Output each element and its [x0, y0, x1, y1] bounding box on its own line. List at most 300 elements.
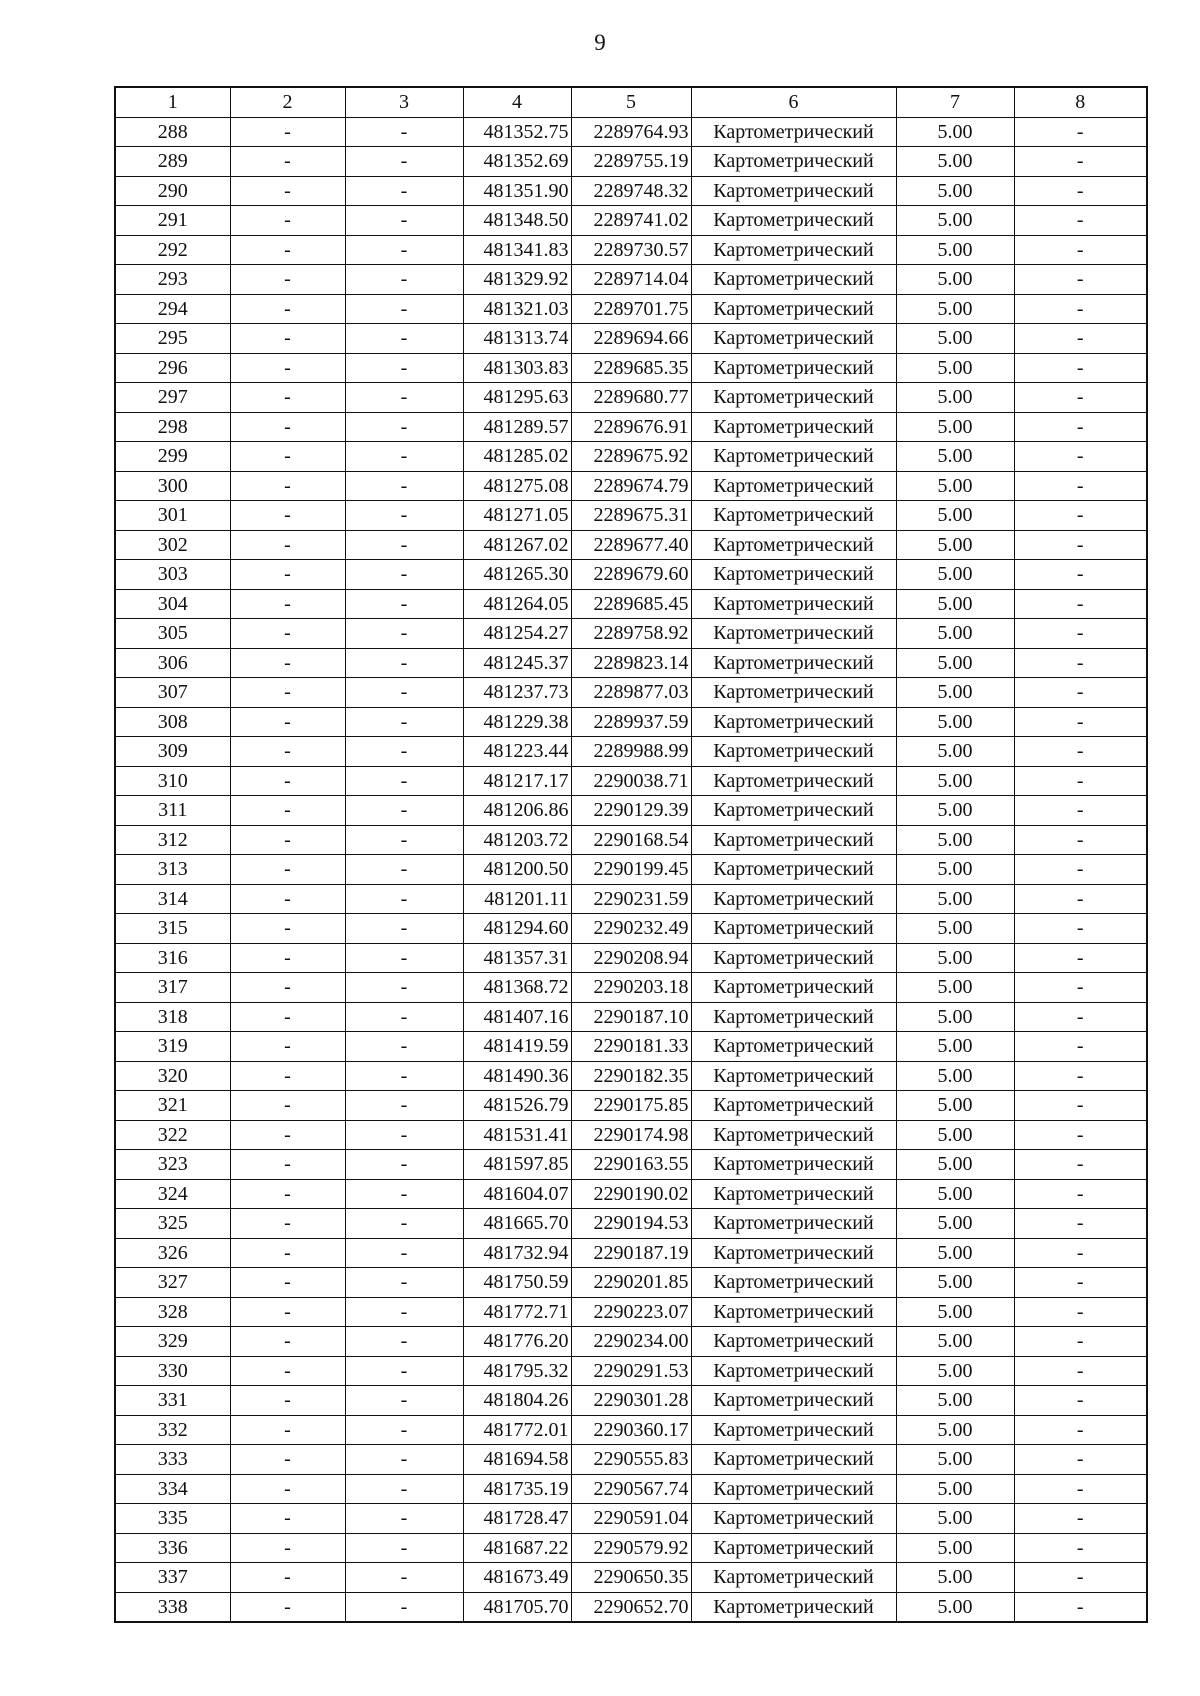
col8-cell: - — [1014, 589, 1147, 619]
col3-cell: - — [345, 678, 463, 708]
accuracy-cell: 5.00 — [896, 1120, 1014, 1150]
point-number-cell: 323 — [115, 1150, 230, 1180]
point-number-cell: 311 — [115, 796, 230, 826]
col2-cell: - — [230, 1415, 345, 1445]
table-row — [115, 678, 1147, 708]
method-cell: Картометрический — [691, 914, 896, 944]
table-row — [115, 1032, 1147, 1062]
col8-cell: - — [1014, 501, 1147, 531]
col8-cell: - — [1014, 1209, 1147, 1239]
col8-cell: - — [1014, 648, 1147, 678]
table-row — [115, 294, 1147, 324]
y-coordinate-cell: 2290652.70 — [571, 1592, 691, 1622]
accuracy-cell: 5.00 — [896, 1238, 1014, 1268]
col2-cell: - — [230, 560, 345, 590]
col3-cell: - — [345, 648, 463, 678]
y-coordinate-cell: 2290194.53 — [571, 1209, 691, 1239]
method-cell: Картометрический — [691, 1268, 896, 1298]
method-cell: Картометрический — [691, 471, 896, 501]
method-cell: Картометрический — [691, 265, 896, 295]
point-number-cell: 300 — [115, 471, 230, 501]
page-number: 9 — [594, 30, 606, 55]
y-coordinate-cell: 2290175.85 — [571, 1091, 691, 1121]
y-coordinate-cell: 2289823.14 — [571, 648, 691, 678]
col8-cell: - — [1014, 412, 1147, 442]
col8-cell: - — [1014, 442, 1147, 472]
col8-cell: - — [1014, 1563, 1147, 1593]
col3-cell: - — [345, 147, 463, 177]
col2-cell: - — [230, 1386, 345, 1416]
column-header: 4 — [463, 87, 571, 117]
x-coordinate-cell: 481271.05 — [463, 501, 571, 531]
point-number-cell: 292 — [115, 235, 230, 265]
col2-cell: - — [230, 1474, 345, 1504]
table-row — [115, 707, 1147, 737]
table-row — [115, 176, 1147, 206]
col8-cell: - — [1014, 530, 1147, 560]
col3-cell: - — [345, 589, 463, 619]
col2-cell: - — [230, 1238, 345, 1268]
x-coordinate-cell: 481265.30 — [463, 560, 571, 590]
col3-cell: - — [345, 1179, 463, 1209]
y-coordinate-cell: 2290187.10 — [571, 1002, 691, 1032]
accuracy-cell: 5.00 — [896, 1445, 1014, 1475]
col3-cell: - — [345, 737, 463, 767]
table-row — [115, 973, 1147, 1003]
x-coordinate-cell: 481329.92 — [463, 265, 571, 295]
col2-cell: - — [230, 324, 345, 354]
x-coordinate-cell: 481294.60 — [463, 914, 571, 944]
table-row — [115, 1150, 1147, 1180]
table-row — [115, 914, 1147, 944]
x-coordinate-cell: 481368.72 — [463, 973, 571, 1003]
table-row — [115, 1209, 1147, 1239]
col8-cell: - — [1014, 560, 1147, 590]
method-cell: Картометрический — [691, 619, 896, 649]
method-cell: Картометрический — [691, 1150, 896, 1180]
point-number-cell: 317 — [115, 973, 230, 1003]
col3-cell: - — [345, 1002, 463, 1032]
table-row — [115, 235, 1147, 265]
col3-cell: - — [345, 1091, 463, 1121]
y-coordinate-cell: 2290360.17 — [571, 1415, 691, 1445]
table-row — [115, 855, 1147, 885]
col8-cell: - — [1014, 914, 1147, 944]
y-coordinate-cell: 2289674.79 — [571, 471, 691, 501]
x-coordinate-cell: 481531.41 — [463, 1120, 571, 1150]
table-row — [115, 1563, 1147, 1593]
col2-cell: - — [230, 442, 345, 472]
table-row — [115, 501, 1147, 531]
x-coordinate-cell: 481419.59 — [463, 1032, 571, 1062]
col3-cell: - — [345, 1327, 463, 1357]
col3-cell: - — [345, 1209, 463, 1239]
accuracy-cell: 5.00 — [896, 1504, 1014, 1534]
point-number-cell: 326 — [115, 1238, 230, 1268]
col3-cell: - — [345, 265, 463, 295]
method-cell: Картометрический — [691, 1445, 896, 1475]
y-coordinate-cell: 2289675.92 — [571, 442, 691, 472]
col2-cell: - — [230, 1327, 345, 1357]
y-coordinate-cell: 2289755.19 — [571, 147, 691, 177]
y-coordinate-cell: 2289701.75 — [571, 294, 691, 324]
x-coordinate-cell: 481694.58 — [463, 1445, 571, 1475]
accuracy-cell: 5.00 — [896, 1327, 1014, 1357]
point-number-cell: 322 — [115, 1120, 230, 1150]
y-coordinate-cell: 2289764.93 — [571, 117, 691, 147]
accuracy-cell: 5.00 — [896, 206, 1014, 236]
col2-cell: - — [230, 1504, 345, 1534]
x-coordinate-cell: 481203.72 — [463, 825, 571, 855]
y-coordinate-cell: 2289679.60 — [571, 560, 691, 590]
table-row — [115, 560, 1147, 590]
x-coordinate-cell: 481321.03 — [463, 294, 571, 324]
x-coordinate-cell: 481728.47 — [463, 1504, 571, 1534]
table-row — [115, 1533, 1147, 1563]
col2-cell: - — [230, 353, 345, 383]
table-row — [115, 265, 1147, 295]
table-row — [115, 1091, 1147, 1121]
col3-cell: - — [345, 176, 463, 206]
accuracy-cell: 5.00 — [896, 1592, 1014, 1622]
col8-cell: - — [1014, 324, 1147, 354]
accuracy-cell: 5.00 — [896, 884, 1014, 914]
col3-cell: - — [345, 412, 463, 442]
col8-cell: - — [1014, 206, 1147, 236]
point-number-cell: 293 — [115, 265, 230, 295]
col8-cell: - — [1014, 1533, 1147, 1563]
col8-cell: - — [1014, 1415, 1147, 1445]
method-cell: Картометрический — [691, 147, 896, 177]
col2-cell: - — [230, 1563, 345, 1593]
accuracy-cell: 5.00 — [896, 1415, 1014, 1445]
col8-cell: - — [1014, 176, 1147, 206]
x-coordinate-cell: 481245.37 — [463, 648, 571, 678]
col8-cell: - — [1014, 1327, 1147, 1357]
table-row — [115, 412, 1147, 442]
col2-cell: - — [230, 412, 345, 442]
x-coordinate-cell: 481348.50 — [463, 206, 571, 236]
method-cell: Картометрический — [691, 1504, 896, 1534]
point-number-cell: 307 — [115, 678, 230, 708]
col2-cell: - — [230, 914, 345, 944]
x-coordinate-cell: 481351.90 — [463, 176, 571, 206]
point-number-cell: 309 — [115, 737, 230, 767]
x-coordinate-cell: 481352.75 — [463, 117, 571, 147]
accuracy-cell: 5.00 — [896, 855, 1014, 885]
x-coordinate-cell: 481804.26 — [463, 1386, 571, 1416]
method-cell: Картометрический — [691, 324, 896, 354]
col3-cell: - — [345, 973, 463, 1003]
method-cell: Картометрический — [691, 501, 896, 531]
x-coordinate-cell: 481795.32 — [463, 1356, 571, 1386]
table-row — [115, 471, 1147, 501]
y-coordinate-cell: 2289694.66 — [571, 324, 691, 354]
method-cell: Картометрический — [691, 206, 896, 236]
col2-cell: - — [230, 1592, 345, 1622]
y-coordinate-cell: 2290182.35 — [571, 1061, 691, 1091]
col8-cell: - — [1014, 1474, 1147, 1504]
point-number-cell: 319 — [115, 1032, 230, 1062]
col3-cell: - — [345, 1061, 463, 1091]
accuracy-cell: 5.00 — [896, 176, 1014, 206]
column-header: 3 — [345, 87, 463, 117]
x-coordinate-cell: 481772.01 — [463, 1415, 571, 1445]
col3-cell: - — [345, 1415, 463, 1445]
col2-cell: - — [230, 1445, 345, 1475]
col2-cell: - — [230, 1356, 345, 1386]
table-row — [115, 1061, 1147, 1091]
method-cell: Картометрический — [691, 855, 896, 885]
col3-cell: - — [345, 294, 463, 324]
table-row — [115, 383, 1147, 413]
col3-cell: - — [345, 324, 463, 354]
x-coordinate-cell: 481352.69 — [463, 147, 571, 177]
point-number-cell: 308 — [115, 707, 230, 737]
y-coordinate-cell: 2290201.85 — [571, 1268, 691, 1298]
accuracy-cell: 5.00 — [896, 1386, 1014, 1416]
method-cell: Картометрический — [691, 943, 896, 973]
table-row — [115, 1504, 1147, 1534]
accuracy-cell: 5.00 — [896, 530, 1014, 560]
x-coordinate-cell: 481705.70 — [463, 1592, 571, 1622]
x-coordinate-cell: 481303.83 — [463, 353, 571, 383]
x-coordinate-cell: 481357.31 — [463, 943, 571, 973]
point-number-cell: 333 — [115, 1445, 230, 1475]
col2-cell: - — [230, 1179, 345, 1209]
column-header: 1 — [115, 87, 230, 117]
col2-cell: - — [230, 1120, 345, 1150]
col2-cell: - — [230, 1268, 345, 1298]
accuracy-cell: 5.00 — [896, 1209, 1014, 1239]
y-coordinate-cell: 2289680.77 — [571, 383, 691, 413]
table-row — [115, 1386, 1147, 1416]
col8-cell: - — [1014, 796, 1147, 826]
accuracy-cell: 5.00 — [896, 324, 1014, 354]
point-number-cell: 290 — [115, 176, 230, 206]
y-coordinate-cell: 2290232.49 — [571, 914, 691, 944]
table-row — [115, 1120, 1147, 1150]
x-coordinate-cell: 481217.17 — [463, 766, 571, 796]
method-cell: Картометрический — [691, 648, 896, 678]
table-row — [115, 1179, 1147, 1209]
col3-cell: - — [345, 1504, 463, 1534]
method-cell: Картометрический — [691, 383, 896, 413]
table-row — [115, 737, 1147, 767]
table-row — [115, 1445, 1147, 1475]
table-row — [115, 766, 1147, 796]
accuracy-cell: 5.00 — [896, 766, 1014, 796]
col3-cell: - — [345, 1032, 463, 1062]
point-number-cell: 314 — [115, 884, 230, 914]
point-number-cell: 334 — [115, 1474, 230, 1504]
table-row — [115, 117, 1147, 147]
column-header: 6 — [691, 87, 896, 117]
method-cell: Картометрический — [691, 1209, 896, 1239]
table-row — [115, 648, 1147, 678]
col2-cell: - — [230, 294, 345, 324]
col3-cell: - — [345, 206, 463, 236]
point-number-cell: 315 — [115, 914, 230, 944]
method-cell: Картометрический — [691, 973, 896, 1003]
y-coordinate-cell: 2290223.07 — [571, 1297, 691, 1327]
accuracy-cell: 5.00 — [896, 1179, 1014, 1209]
col2-cell: - — [230, 1091, 345, 1121]
method-cell: Картометрический — [691, 589, 896, 619]
accuracy-cell: 5.00 — [896, 1091, 1014, 1121]
col8-cell: - — [1014, 1297, 1147, 1327]
accuracy-cell: 5.00 — [896, 117, 1014, 147]
point-number-cell: 312 — [115, 825, 230, 855]
accuracy-cell: 5.00 — [896, 619, 1014, 649]
x-coordinate-cell: 481732.94 — [463, 1238, 571, 1268]
point-number-cell: 313 — [115, 855, 230, 885]
y-coordinate-cell: 2290163.55 — [571, 1150, 691, 1180]
col2-cell: - — [230, 796, 345, 826]
col2-cell: - — [230, 1297, 345, 1327]
col2-cell: - — [230, 1061, 345, 1091]
y-coordinate-cell: 2290291.53 — [571, 1356, 691, 1386]
x-coordinate-cell: 481285.02 — [463, 442, 571, 472]
method-cell: Картометрический — [691, 412, 896, 442]
y-coordinate-cell: 2290579.92 — [571, 1533, 691, 1563]
accuracy-cell: 5.00 — [896, 1563, 1014, 1593]
column-header: 8 — [1014, 87, 1147, 117]
point-number-cell: 301 — [115, 501, 230, 531]
col8-cell: - — [1014, 1120, 1147, 1150]
method-cell: Картометрический — [691, 1327, 896, 1357]
col8-cell: - — [1014, 1061, 1147, 1091]
y-coordinate-cell: 2290187.19 — [571, 1238, 691, 1268]
col3-cell: - — [345, 1592, 463, 1622]
col8-cell: - — [1014, 1150, 1147, 1180]
point-number-cell: 325 — [115, 1209, 230, 1239]
col8-cell: - — [1014, 973, 1147, 1003]
col2-cell: - — [230, 1002, 345, 1032]
x-coordinate-cell: 481200.50 — [463, 855, 571, 885]
col3-cell: - — [345, 530, 463, 560]
y-coordinate-cell: 2289677.40 — [571, 530, 691, 560]
coordinates-table — [114, 86, 1148, 1623]
method-cell: Картометрический — [691, 766, 896, 796]
method-cell: Картометрический — [691, 1091, 896, 1121]
col8-cell: - — [1014, 707, 1147, 737]
col2-cell: - — [230, 648, 345, 678]
col8-cell: - — [1014, 825, 1147, 855]
accuracy-cell: 5.00 — [896, 589, 1014, 619]
col3-cell: - — [345, 353, 463, 383]
col3-cell: - — [345, 1150, 463, 1180]
x-coordinate-cell: 481254.27 — [463, 619, 571, 649]
method-cell: Картометрический — [691, 1415, 896, 1445]
col2-cell: - — [230, 383, 345, 413]
col2-cell: - — [230, 855, 345, 885]
col2-cell: - — [230, 678, 345, 708]
point-number-cell: 320 — [115, 1061, 230, 1091]
method-cell: Картометрический — [691, 442, 896, 472]
y-coordinate-cell: 2290038.71 — [571, 766, 691, 796]
col3-cell: - — [345, 383, 463, 413]
y-coordinate-cell: 2289741.02 — [571, 206, 691, 236]
table-row — [115, 442, 1147, 472]
col8-cell: - — [1014, 147, 1147, 177]
table-row — [115, 1268, 1147, 1298]
point-number-cell: 338 — [115, 1592, 230, 1622]
x-coordinate-cell: 481229.38 — [463, 707, 571, 737]
col8-cell: - — [1014, 471, 1147, 501]
accuracy-cell: 5.00 — [896, 147, 1014, 177]
y-coordinate-cell: 2289877.03 — [571, 678, 691, 708]
y-coordinate-cell: 2290168.54 — [571, 825, 691, 855]
x-coordinate-cell: 481267.02 — [463, 530, 571, 560]
col8-cell: - — [1014, 235, 1147, 265]
col2-cell: - — [230, 943, 345, 973]
method-cell: Картометрический — [691, 1592, 896, 1622]
col3-cell: - — [345, 1268, 463, 1298]
accuracy-cell: 5.00 — [896, 1356, 1014, 1386]
method-cell: Картометрический — [691, 796, 896, 826]
y-coordinate-cell: 2289988.99 — [571, 737, 691, 767]
col3-cell: - — [345, 619, 463, 649]
accuracy-cell: 5.00 — [896, 1474, 1014, 1504]
y-coordinate-cell: 2289714.04 — [571, 265, 691, 295]
accuracy-cell: 5.00 — [896, 678, 1014, 708]
table-row — [115, 1592, 1147, 1622]
method-cell: Картометрический — [691, 235, 896, 265]
x-coordinate-cell: 481604.07 — [463, 1179, 571, 1209]
accuracy-cell: 5.00 — [896, 442, 1014, 472]
accuracy-cell: 5.00 — [896, 825, 1014, 855]
col3-cell: - — [345, 855, 463, 885]
col8-cell: - — [1014, 1091, 1147, 1121]
col8-cell: - — [1014, 294, 1147, 324]
table-row — [115, 589, 1147, 619]
method-cell: Картометрический — [691, 1238, 896, 1268]
col8-cell: - — [1014, 1386, 1147, 1416]
col2-cell: - — [230, 530, 345, 560]
point-number-cell: 297 — [115, 383, 230, 413]
col8-cell: - — [1014, 383, 1147, 413]
x-coordinate-cell: 481289.57 — [463, 412, 571, 442]
col2-cell: - — [230, 825, 345, 855]
col3-cell: - — [345, 1120, 463, 1150]
table-row — [115, 353, 1147, 383]
table-row — [115, 796, 1147, 826]
col8-cell: - — [1014, 619, 1147, 649]
col3-cell: - — [345, 1445, 463, 1475]
col3-cell: - — [345, 943, 463, 973]
col3-cell: - — [345, 1533, 463, 1563]
col8-cell: - — [1014, 1356, 1147, 1386]
accuracy-cell: 5.00 — [896, 737, 1014, 767]
point-number-cell: 289 — [115, 147, 230, 177]
accuracy-cell: 5.00 — [896, 707, 1014, 737]
col3-cell: - — [345, 825, 463, 855]
col3-cell: - — [345, 1474, 463, 1504]
col2-cell: - — [230, 1032, 345, 1062]
y-coordinate-cell: 2290234.00 — [571, 1327, 691, 1357]
col2-cell: - — [230, 206, 345, 236]
point-number-cell: 294 — [115, 294, 230, 324]
column-header: 5 — [571, 87, 691, 117]
col2-cell: - — [230, 619, 345, 649]
col3-cell: - — [345, 471, 463, 501]
y-coordinate-cell: 2290203.18 — [571, 973, 691, 1003]
point-number-cell: 318 — [115, 1002, 230, 1032]
x-coordinate-cell: 481687.22 — [463, 1533, 571, 1563]
method-cell: Картометрический — [691, 678, 896, 708]
col2-cell: - — [230, 737, 345, 767]
